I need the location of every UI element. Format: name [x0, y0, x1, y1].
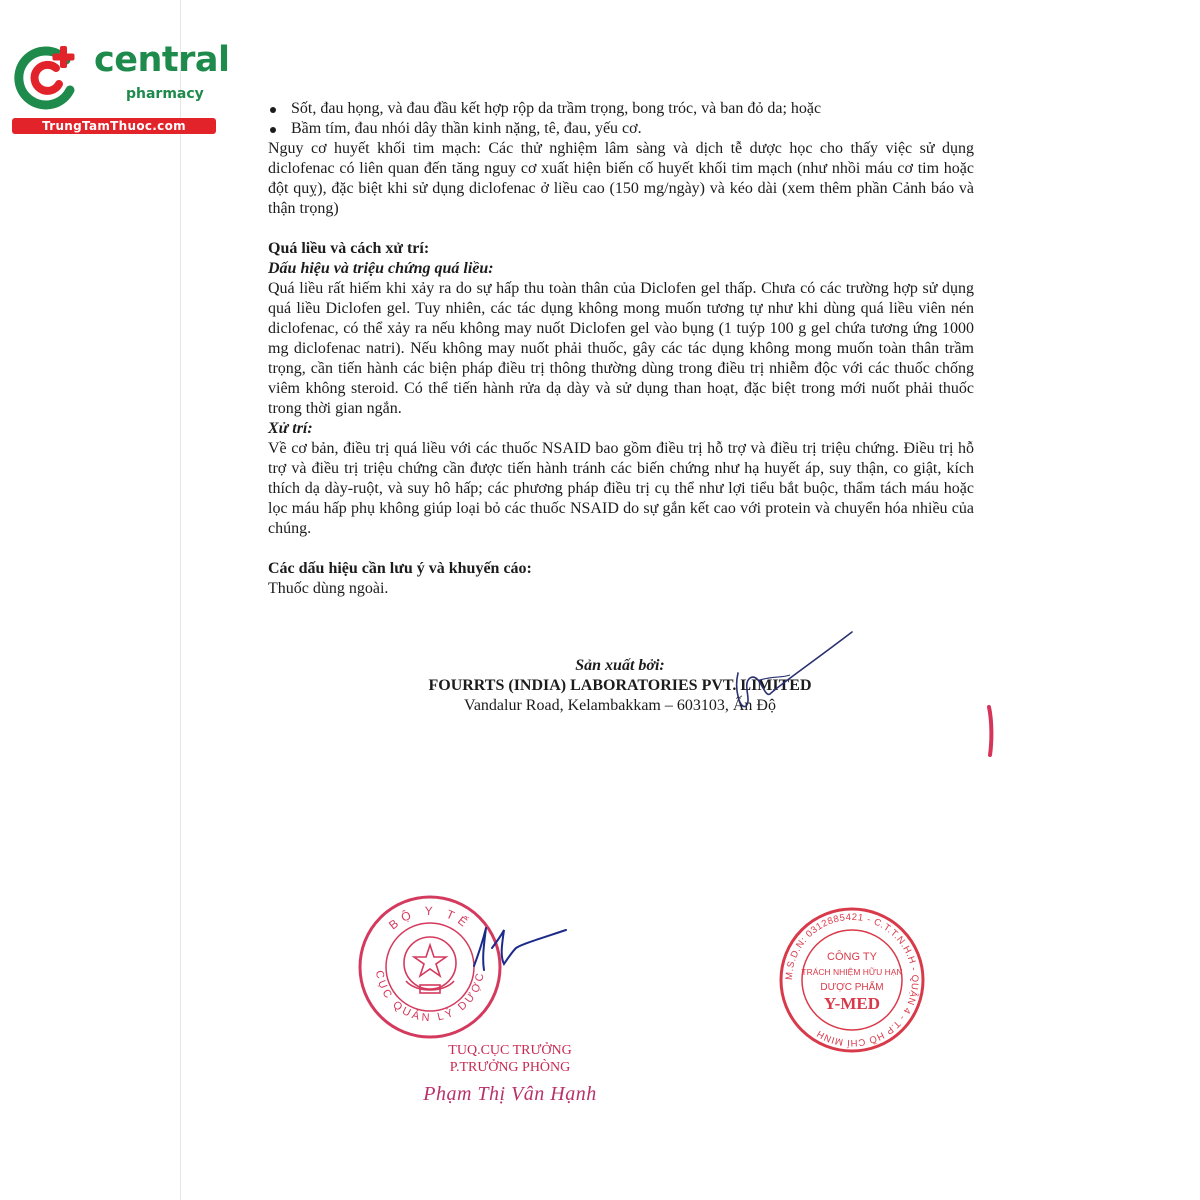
- stamp-line-2: TRÁCH NHIỆM HỮU HẠN: [801, 967, 903, 977]
- stamp-line-1: CÔNG TY: [827, 951, 877, 963]
- page-edge: [180, 0, 181, 1200]
- official-signature-block: [400, 1042, 620, 1103]
- red-edge-mark: [985, 705, 995, 757]
- stamp-bottom-text: CỤC QUẢN LÝ DƯỢC: [372, 969, 488, 1025]
- stamp-ring-text: M.S.D.N: 0312885421 - C.T.T.N.H.H - QUẬN 4 - T.P HỒ CHÍ MINH: [783, 911, 921, 1049]
- spacer: [268, 219, 974, 239]
- warnings-text: Thuốc dùng ngoài.: [268, 580, 389, 597]
- overdose-treatment-heading: Xử trí:: [268, 420, 313, 437]
- official-name: Phạm Thị Vân Hạnh: [423, 1083, 597, 1105]
- list-item: Bầm tím, đau nhói dây thần kinh nặng, tê, đau, yếu cơ.: [268, 119, 974, 139]
- stamp-line-4: Y-MED: [823, 994, 881, 1013]
- overdose-signs-heading: Dấu hiệu và triệu chứng quá liều:: [268, 260, 494, 277]
- document-body: [268, 99, 974, 599]
- national-emblem-icon: [404, 937, 456, 993]
- overdose-signs-paragraph: Quá liều rất hiếm khi xảy ra do sự hấp thu toàn thân của Diclofen gel thấp. Chưa có các trường hợp sử dụng quá liều Diclofen gel. Tuy nhiên, các tác dụng không mong muốn tương tự như khi dùng quá liều viên nén diclofenac, có thể xảy ra nếu không may nuốt Diclofen gel vào bụng (1 tuýp 100 g gel chứa tương ứng 1000 mg diclofenac natri). Nếu không may nuốt phải thuốc, gây các tác dụng không mong muốn toàn thân trầm trọng, cần tiến hành các biện pháp điều trị thông thường dùng trong điều trị nhiễm độc với các thuốc chống viêm không steroid. Có thể tiến hành rửa dạ dày và sử dụng than hoạt, đặc biệt trong mới nuốt phải thuốc trong thời gian ngắn.: [268, 280, 974, 417]
- logo-name: central: [94, 40, 230, 80]
- official-title-2: P.TRƯỞNG PHÒNG: [449, 1060, 571, 1075]
- logo-site-banner[interactable]: TrungTamThuoc.com: [12, 118, 216, 134]
- central-pharmacy-logo[interactable]: [8, 36, 230, 136]
- overdose-treatment-paragraph: Về cơ bản, điều trị quá liều với các thuốc NSAID bao gồm điều trị hỗ trợ và điều trị triệu chứng. Điều trị hỗ trợ và điều trị triệu chứng cần được tiến hành tránh các biến chứng như hạ huyết áp, suy thận, co giật, kích thích dạ dày-ruột, và suy hô hấp; các phương pháp điều trị cụ thể như lợi tiểu bắt buộc, thẩm tách máu hoặc lọc máu hấp phụ không giúp loại bỏ các thuốc NSAID do sự gắn kết cao với protein và chuyển hóa nhiều của chúng.: [268, 440, 974, 537]
- manufacturer-label: Sản xuất bởi:: [575, 657, 665, 674]
- warnings-heading: Các dấu hiệu cần lưu ý và khuyến cáo:: [268, 560, 532, 577]
- official-title-1: TUQ.CỤC TRƯỞNG: [448, 1043, 572, 1058]
- side-effect-list: [268, 99, 974, 139]
- manufacturer-address: Vandalur Road, Kelambakkam – 603103, Ấn Độ: [464, 697, 776, 714]
- stamp-line-3: DƯỢC PHẨM: [820, 982, 884, 993]
- pharmacy-logo-icon: [10, 38, 86, 114]
- manufacturer-signature: [720, 628, 870, 728]
- cardio-risk-paragraph: Nguy cơ huyết khối tim mạch: Các thử nghiệm lâm sàng và dịch tễ dược học cho thấy việc sử dụng diclofenac có liên quan đến tăng nguy cơ xuất hiện biến cố huyết khối tim mạch (như nhồi máu cơ tim hoặc đột quỵ), đặc biệt khi sử dụng diclofenac ở liều cao (150 mg/ngày) và kéo dài (xem thêm phần Cảnh báo và thận trọng): [268, 140, 974, 217]
- overdose-heading: Quá liều và cách xử trí:: [268, 240, 430, 257]
- manufacturer-name: FOURRTS (INDIA) LABORATORIES PVT. LIMITED: [428, 677, 812, 694]
- company-stamp: [778, 906, 926, 1054]
- logo-subtitle: pharmacy: [126, 86, 204, 102]
- spacer: [268, 539, 974, 559]
- list-item: Sốt, đau họng, và đau đầu kết hợp rộp da trầm trọng, bong tróc, và ban đỏ da; hoặc: [268, 99, 974, 119]
- svg-text:M.S.D.N: 0312885421 - C.T.T.N.: [784, 912, 920, 1048]
- stamp-top-text: BỘ Y TẾ: [386, 903, 474, 933]
- official-signature: [462, 918, 572, 978]
